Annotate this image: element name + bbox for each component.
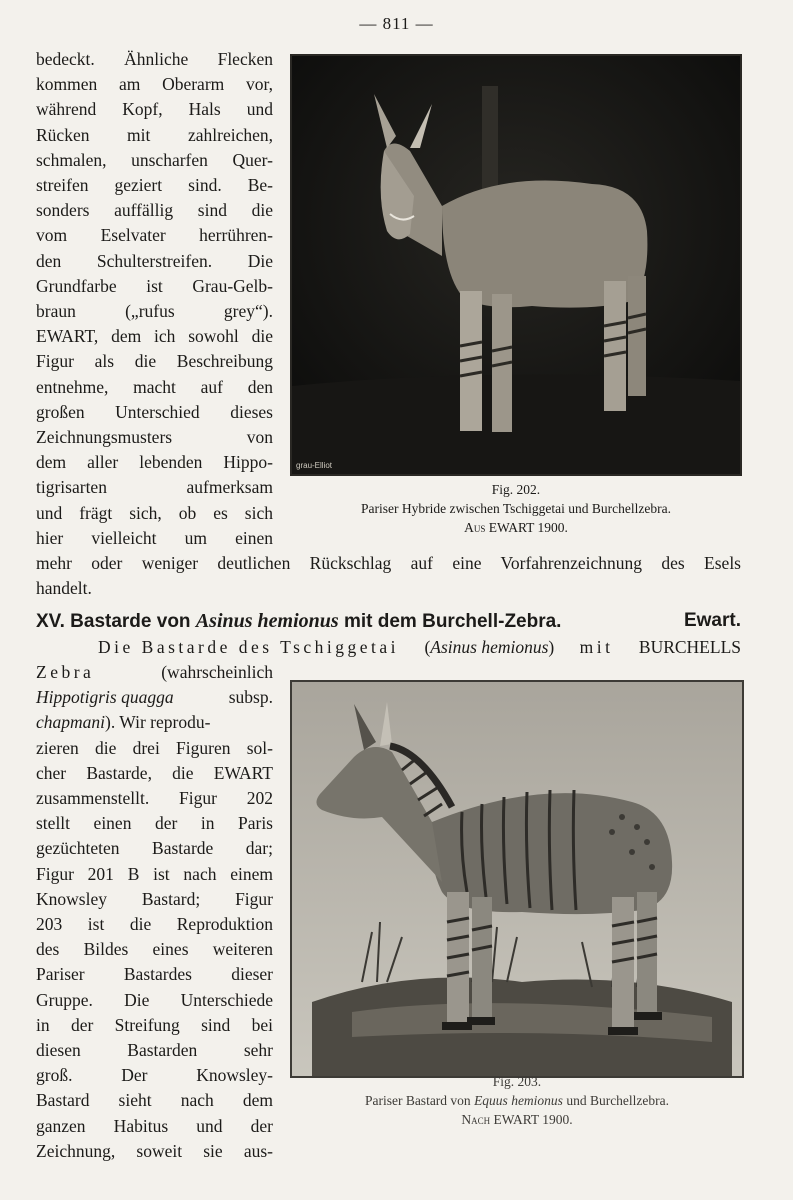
photographer-signature: grau-Elliot: [296, 461, 333, 470]
text-line: schmalen, unscharfen Quer-: [36, 149, 273, 170]
text-line: Knowsley Bastard; Figur: [36, 888, 273, 909]
caption-line: Pariser Bastard von Equus hemionus und Burchellzebra.: [364, 1093, 670, 1108]
text-line: zusammenstellt. Figur 202: [36, 788, 273, 809]
text-line: bedeckt. Ähnliche Flecken: [36, 49, 273, 69]
heading-middle: mit dem Burchell-Zebra.: [343, 611, 562, 632]
text-line: Pariser Bastardes dieser: [36, 964, 273, 985]
text-line: des Bildes eines weiteren: [36, 939, 273, 960]
page-number: — 811 —: [359, 14, 434, 33]
figure-203-illustration: [290, 680, 744, 1078]
text-line: großen Unterschied dieses: [36, 401, 273, 422]
intro-species: (Asinus hemionus): [424, 637, 555, 657]
text-line: 203 ist die Reproduktion: [36, 914, 273, 935]
text-line: Grundfarbe ist Grau-Gelb-: [36, 275, 273, 296]
text-line: vom Eselvater herrühren-: [36, 225, 273, 246]
text-line: und frägt sich, ob es sich: [36, 502, 273, 523]
text-line: cher Bastarde, die EWART: [36, 762, 273, 783]
figure-202-caption: [290, 480, 742, 537]
heading-number: XV. Bastarde von: [36, 611, 191, 632]
intro-spaced-text: Die Bastarde des Tschiggetai: [98, 637, 400, 657]
text-line: gezüchteten Bastarde dar;: [36, 838, 273, 859]
caption-line: Nach EWART 1900.: [461, 1112, 573, 1127]
text-line: braun („rufus grey“).: [36, 301, 273, 322]
figure-202-photo: [290, 54, 742, 476]
heading-author: Ewart.: [683, 610, 741, 631]
intro-name: BURCHELLS: [638, 637, 741, 657]
intro-line: [36, 635, 741, 660]
intro-mit: mit: [579, 637, 614, 657]
text-line: sonders auffällig sind die: [36, 200, 273, 221]
text-line: in der Streifung sind bei: [36, 1014, 273, 1035]
text-line: ganzen Habitus und der: [36, 1115, 273, 1136]
text-line: handelt.: [36, 578, 92, 599]
upper-column-text: [36, 47, 273, 551]
text-line: dem aller lebenden Hippo-: [36, 452, 273, 473]
text-line: streifen geziert sind. Be-: [36, 175, 273, 196]
text-line: Hippotigris quagga subsp.: [36, 687, 273, 708]
text-line: tigrisarten aufmerksam: [36, 477, 273, 498]
text-line: hier vielleicht um einen: [36, 527, 273, 548]
text-line: chapmani). Wir reprodu-: [36, 712, 211, 733]
text-line: stellt einen der in Paris: [36, 813, 273, 834]
text-line: EWART, dem ich sowohl die: [36, 326, 273, 347]
text-line: Rücken mit zahlreichen,: [36, 124, 273, 145]
text-line: Gruppe. Die Unterschiede: [36, 989, 273, 1010]
text-line: kommen am Oberarm vor,: [36, 74, 273, 95]
text-line: Figur 201 B ist nach einem: [36, 863, 273, 884]
text-line: Zebra (wahrscheinlich: [36, 662, 273, 682]
caption-line: Aus EWART 1900.: [464, 520, 568, 535]
text-line: entnehme, macht auf den: [36, 376, 273, 397]
text-line: Bastard sieht nach dem: [36, 1090, 273, 1111]
text-line: Zeichnung, soweit sie aus-: [36, 1140, 273, 1161]
section-heading: [36, 608, 741, 635]
full-width-text: [36, 551, 741, 601]
lower-column-text: [36, 660, 273, 1164]
text-line: den Schulterstreifen. Die: [36, 250, 273, 271]
text-line: mehr oder weniger deutlichen Rückschlag auf eine Vorfahrenzeichnung des Esels: [36, 553, 741, 573]
heading-species: Asinus hemionus: [195, 610, 339, 632]
text-line: während Kopf, Hals und: [36, 99, 273, 120]
text-line: zieren die drei Figuren sol-: [36, 737, 273, 758]
section-intro: [36, 635, 741, 660]
text-line: diesen Bastarden sehr: [36, 1040, 273, 1061]
figure-label: Fig. 202.: [491, 482, 541, 497]
figure-label: Fig. 203.: [492, 1074, 542, 1089]
figure-203-caption: [290, 1072, 744, 1129]
text-line: Figur als die Beschreibung: [36, 351, 273, 372]
caption-line: Pariser Hybride zwischen Tschiggetai und Burchellzebra.: [361, 501, 671, 516]
text-line: groß. Der Knowsley-: [36, 1065, 273, 1086]
text-line: Zeichnungsmusters von: [36, 427, 273, 448]
